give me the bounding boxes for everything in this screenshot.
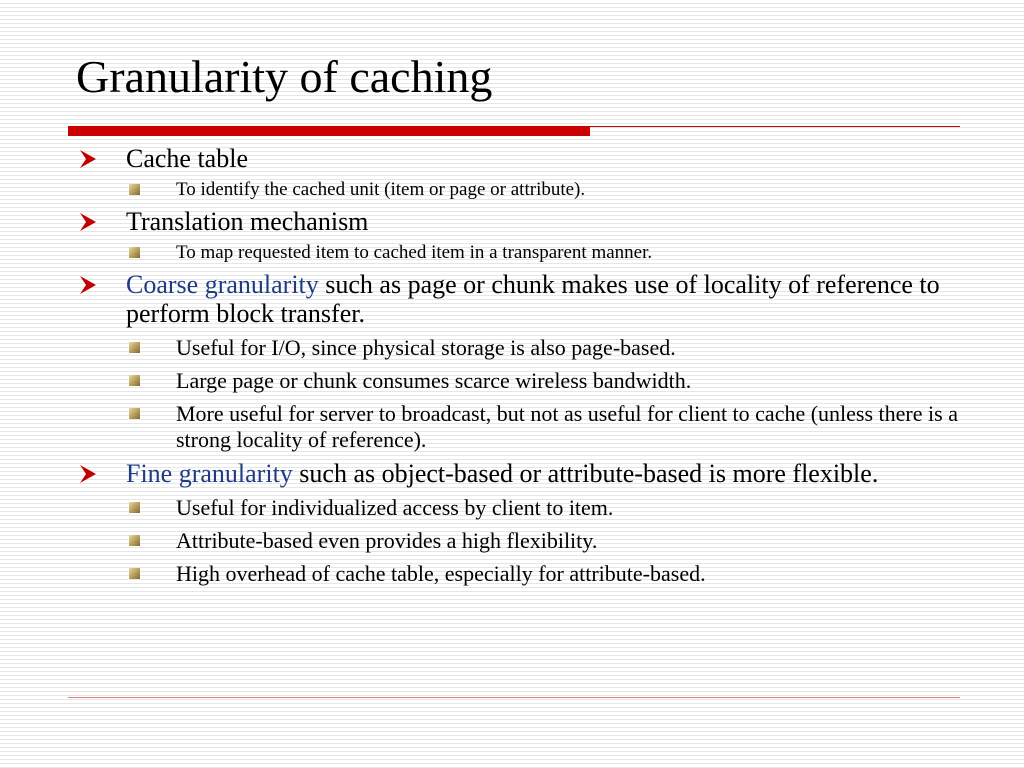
- bullet-fine-granularity: [76, 459, 966, 488]
- sub-bullet: [76, 401, 966, 453]
- sub-bullet-text: Useful for I/O, since physical storage is also page-based.: [176, 335, 676, 360]
- sub-bullet: [76, 561, 966, 587]
- bullet-coarse-granularity: [76, 270, 966, 328]
- highlight-term: Coarse granularity: [126, 270, 319, 299]
- sub-bullet-text: More useful for server to broadcast, but not as useful for client to cache (unless there is a strong locality of reference).: [176, 401, 958, 452]
- square-bullet-icon: [129, 247, 140, 258]
- arrow-bullet-icon: [78, 149, 98, 169]
- square-bullet-icon: [129, 375, 140, 386]
- sub-bullet: [76, 178, 966, 202]
- sub-bullet-text: To identify the cached unit (item or page or attribute).: [176, 179, 586, 200]
- bullet-text: Translation mechanism: [126, 207, 369, 236]
- title-thin-rule: [590, 126, 960, 127]
- sub-bullet-text: High overhead of cache table, especially for attribute-based.: [176, 561, 706, 586]
- sub-bullet-text: Large page or chunk consumes scarce wireless bandwidth.: [176, 368, 692, 393]
- bullet-text: such as page or chunk makes use of locality of reference to perform block transfer.: [126, 270, 940, 328]
- square-bullet-icon: [129, 502, 140, 513]
- bullet-cache-table: [76, 144, 966, 173]
- square-bullet-icon: [129, 342, 140, 353]
- square-bullet-icon: [129, 408, 140, 419]
- sub-bullet: [76, 368, 966, 394]
- title-accent-rule: [68, 126, 590, 136]
- arrow-bullet-icon: [78, 212, 98, 232]
- sub-bullet: [76, 528, 966, 554]
- bullet-translation-mechanism: [76, 207, 966, 236]
- sub-bullet-text: Useful for individualized access by client to item.: [176, 495, 614, 520]
- sub-bullet-text: To map requested item to cached item in a transparent manner.: [176, 242, 653, 263]
- sub-bullet: [76, 495, 966, 521]
- square-bullet-icon: [129, 184, 140, 195]
- slide-title: Granularity of caching: [76, 51, 493, 102]
- bullet-text: such as object-based or attribute-based is more flexible.: [292, 459, 879, 488]
- bullet-list: [76, 144, 966, 587]
- square-bullet-icon: [129, 535, 140, 546]
- square-bullet-icon: [129, 568, 140, 579]
- sub-bullet-text: Attribute-based even provides a high flexibility.: [176, 528, 598, 553]
- bullet-text: Cache table: [126, 144, 248, 173]
- sub-bullet: [76, 335, 966, 361]
- highlight-term: Fine granularity: [126, 459, 293, 488]
- sub-bullet: [76, 241, 966, 265]
- arrow-bullet-icon: [78, 275, 98, 295]
- footer-rule: [68, 697, 960, 698]
- arrow-bullet-icon: [78, 464, 98, 484]
